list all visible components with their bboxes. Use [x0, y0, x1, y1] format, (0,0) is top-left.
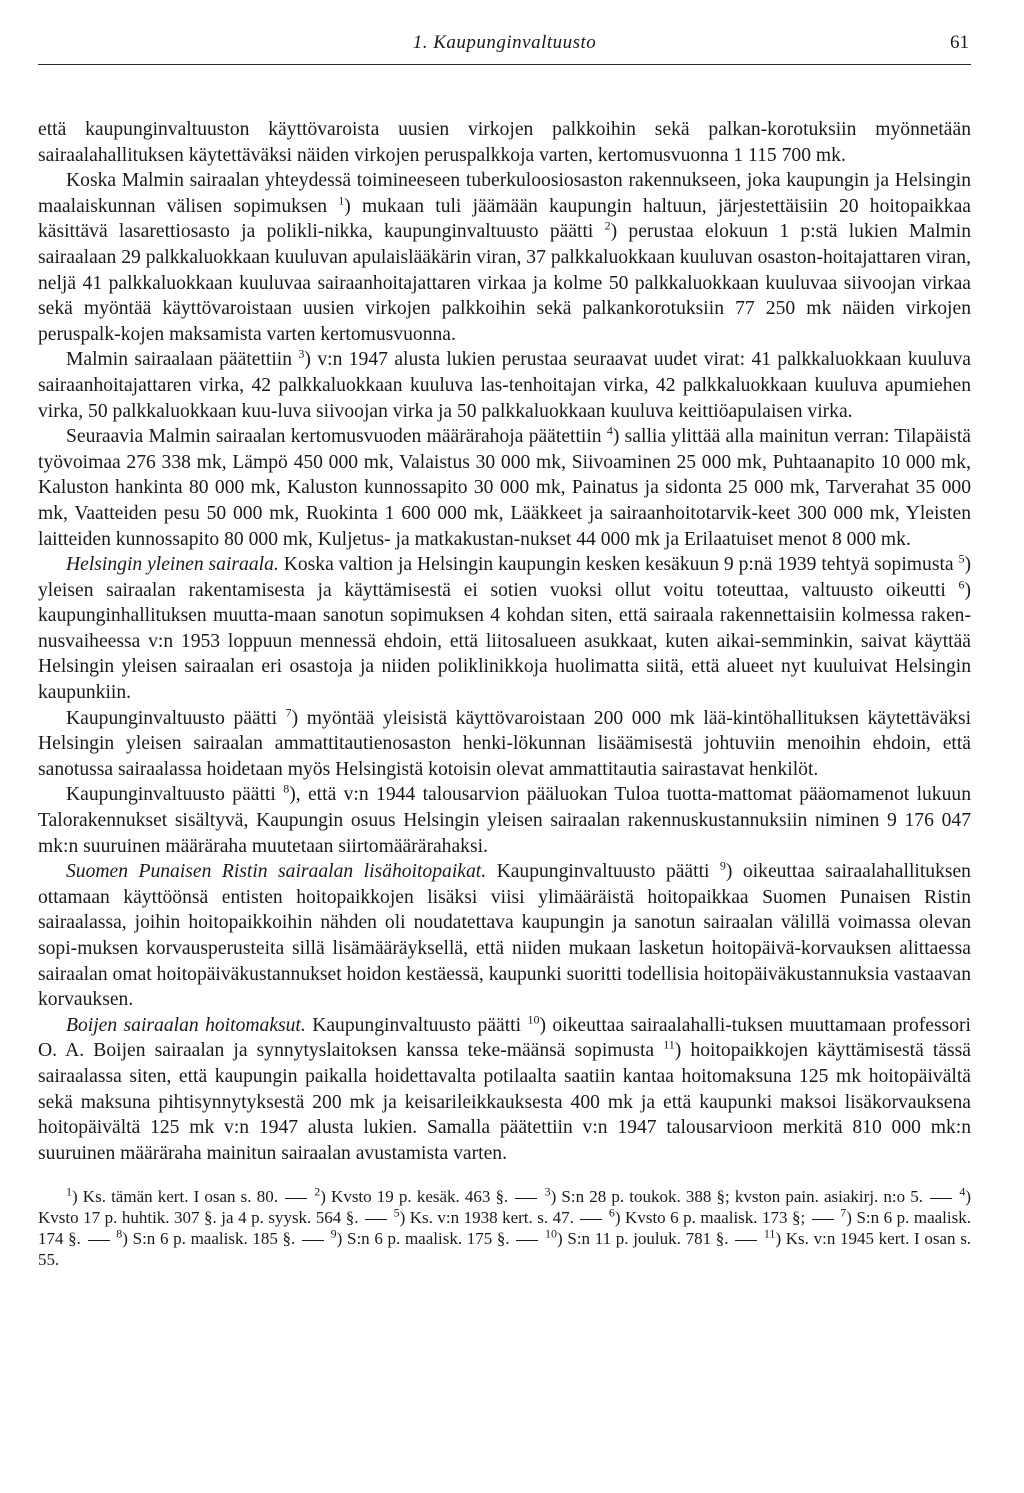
- running-header: [38, 30, 971, 65]
- running-title: 1. Kaupunginvaltuusto: [412, 32, 597, 53]
- footnote-ref: 3: [298, 346, 305, 361]
- footnote-ref: 10: [545, 1226, 558, 1241]
- paragraph: [38, 117, 971, 168]
- text-run: Koska valtion ja Helsingin kaupungin kesken kesäkuun 9 p:nä 1939 tehtyä sopimusta: [278, 554, 959, 576]
- footnote-ref: 10: [527, 1012, 540, 1027]
- footnote-ref: 8: [116, 1226, 123, 1241]
- footnote-dash: [516, 1240, 538, 1241]
- footnote-ref: 5: [958, 551, 965, 566]
- footnote-dash: [88, 1240, 110, 1241]
- footnote-dash: [302, 1240, 324, 1241]
- footnote-ref: 5: [393, 1205, 400, 1220]
- text-run: Kaupunginvaltuusto päätti: [66, 784, 284, 806]
- footnote-text: [38, 1186, 971, 1270]
- footnote-ref: 7: [840, 1205, 847, 1220]
- text-run: ) Kvsto 19 p. kesäk. 463 §.: [320, 1187, 514, 1207]
- text-run: ) v:n 1947 alusta lukien perustaa seuraavat uudet virat: 41 palkkaluokkaan kuuluva sairaanhoitajattaren virka, 42 palkkaluokkaan kuuluva las-tenhoitajan virka, 42 palkkaluokkaan kuuluva apumiehen virka, 50 palkkaluokkaan kuu-luva siivoojan virka ja 50 palkkaluokkaan kuuluva keittiöapulaisen virka.: [38, 349, 971, 422]
- text-run: ), että v:n 1944 talousarvion pääluokan Tuloa tuotta-mattomat pääomamenot lukuun Talorakennukset sisältyvä, Kaupungin osuus Helsingin yleisen sairaalan rakennuskustannuksiin niminen 9 176 047 mk:n suuruinen määräraha muutetaan siirtomäärärahaksi.: [38, 784, 971, 857]
- text-run: Kaupunginvaltuusto päätti: [486, 861, 720, 883]
- text-run: ) perustaa elokuun 1 p:stä lukien Malmin sairaalaan 29 palkkaluokkaan kuuluvan apulaislääkärin viran, 37 palkkaluokkaan kuuluvan osaston-hoitajattaren viran, neljä 41 palkkaluokkaan kuuluvaa sairaanhoitajattaren virkaa ja kolme 50 palkkaluokkaan kuuluvaa siivoojan virkaa sekä myöntää käyttövaroistaan uusien virkojen palkkoihin sekä palkankorotuksiin 77 250 mk näiden virkojen peruspalk-kojen maksamista varten kertomusvuonna.: [38, 221, 972, 345]
- footnote-dash: [285, 1198, 307, 1199]
- footnote-ref: 4: [606, 423, 613, 438]
- paragraph: [38, 168, 971, 347]
- text-run: ) sallia ylittää alla mainitun verran: Tilapäistä työvoimaa 276 338 mk, Lämpö 450 000 mk, Valaistus 30 000 mk, Siivoaminen 25 000 mk, Puhtaanapito 10 000 mk, Kaluston hankinta 80 000 mk, Kaluston kunnossapito 30 000 mk, Painatus ja sidonta 25 000 mk, Tarverahat 35 000 mk, Vaatteiden pesu 50 000 mk, Ruokinta 1 600 000 mk, Lääkkeet ja sairaanhoitotarvik-keet 300 000 mk, Yleisten laitteiden kunnossapito 80 000 mk, Kuljetus- ja matkakustan-nukset 44 000 mk ja Erilaatuiset menot 8 000 mk.: [38, 426, 971, 550]
- footnote-dash: [580, 1219, 602, 1220]
- footnote-ref: 9: [330, 1226, 337, 1241]
- text-run: ) Kvsto 6 p. maalisk. 173 §;: [614, 1208, 810, 1228]
- footnote-ref: 6: [958, 577, 965, 592]
- footnote-dash: [365, 1219, 387, 1220]
- footnote-ref: 7: [285, 705, 292, 720]
- footnote-ref: 9: [719, 858, 726, 873]
- paragraph: [38, 1013, 971, 1167]
- footnote-ref: 1: [66, 1184, 72, 1199]
- text-run: ) S:n 6 p. maalisk. 185 §.: [122, 1229, 300, 1249]
- footnote-dash: [812, 1219, 834, 1220]
- paragraph: [38, 706, 971, 783]
- text-run: Kaupunginvaltuusto päätti: [305, 1014, 528, 1036]
- footnotes: [38, 1186, 971, 1270]
- footnote-ref: 11: [663, 1037, 675, 1052]
- text-run: ) yleisen sairaalan rakentamisesta ja käyttämisestä ei sotien vuoksi ollut voitu toteuttaa, valtuusto oikeutti: [38, 554, 972, 601]
- footnote-ref: 1: [338, 193, 345, 208]
- section-heading: Helsingin yleinen sairaala.: [66, 554, 279, 576]
- text-run: että kaupunginvaltuuston käyttövaroista uusien virkojen palkkoihin sekä palkan-korotuksiin myönnetään sairaalahallituksen käytettäväksi näiden virkojen peruspalkkoja varten, kertomusvuonna 1 115 700 mk.: [38, 119, 971, 166]
- footnote-dash: [930, 1198, 952, 1199]
- paragraph: [38, 347, 971, 424]
- text-run: ) kaupunginhallituksen muutta-maan sanotun sopimuksen 4 kohdan siten, että sairaala rakennettaisiin kolmessa raken-nusvaiheessa v:n 1953 loppuun mennessä ehdoin, että liitosalueen asukkaat, kuten aikai-semminkin, saivat käyttää Helsingin yleisen sairaalan eri osastoja ja niiden poliklinikkoja huolimatta siitä, että alueet nyt kuuluivat Helsingin kaupunkiin.: [38, 579, 971, 704]
- body-text: [38, 117, 971, 1166]
- text-run: ) S:n 6 p. maalisk. 175 §.: [336, 1229, 515, 1249]
- text-run: Koska Malmin sairaalan yhteydessä toimineeseen tuberkuloosiosaston rakennukseen, joka kaupungin ja Helsingin maalaiskunnan välisen sopimuksen: [38, 170, 971, 217]
- paragraph: [38, 859, 971, 1013]
- text-run: ) mukaan tuli jäämään kaupungin haltuun, järjestettäisiin 20 hoitopaikkaa käsittävä lasarettiosasto ja polikli-nikka, kaupunginvaltuusto päätti: [38, 195, 971, 243]
- text-run: ) S:n 6 p. maalisk. 174 §.: [38, 1208, 971, 1249]
- footnote-ref: 2: [314, 1184, 321, 1199]
- text-run: ) oikeuttaa sairaalahalli-tuksen muuttamaan professori O. A. Boijen sairaalan ja synnytyslaitoksen kanssa teke-määnsä sopimusta: [38, 1014, 971, 1062]
- footnote-ref: 2: [604, 218, 611, 233]
- footnote-dash: [735, 1240, 757, 1241]
- paragraph: [38, 424, 971, 552]
- section-heading: Boijen sairaalan hoitomaksut.: [66, 1014, 306, 1036]
- text-run: ) Ks. tämän kert. I osan s. 80.: [72, 1187, 284, 1207]
- footnote-ref: 3: [544, 1184, 551, 1199]
- text-run: Malmin sairaalaan päätettiin: [66, 349, 299, 371]
- page-number: 61: [950, 32, 969, 53]
- paragraph: [38, 782, 971, 859]
- text-run: ) oikeuttaa sairaalahallituksen ottamaan käyttöönsä entisten hoitopaikkojen lisäksi viisi ylimääräistä hoitopaikkaa Suomen Punaisen Ristin sairaalassa, joihin hoitopaikkoihin nähden oli noudatettava kaupungin ja sanotun sairaalan välillä voimassa olevan sopi-muksen korvausperusteita sillä lisämääräyksellä, että niiden mukaan lasketun hoitopäivä-korvauksen alittaessa sairaalan omat hoitopäiväkustannukset hoidon kestäessä, kaupunki suoritti todellisia hoitopäiväkustannuksia vastaavan korvauksen.: [38, 861, 971, 1011]
- text-run: ) myöntää yleisistä käyttövaroistaan 200 000 mk lää-kintöhallituksen käytettäväksi Helsingin yleisen sairaalan ammattitautienosaston henki-lökunnan lisäämisestä johtuviin menoihin ehdoin, että sanotussa sairaalassa hoidetaan myös Helsingistä kotoisin olevat ammattitautia sairastavat henkilöt.: [38, 707, 972, 780]
- text-run: ) S:n 28 p. toukok. 388 §; kvston pain. asiakirj. n:o 5.: [550, 1187, 929, 1207]
- footnote-dash: [515, 1198, 537, 1199]
- footnote-ref: 8: [283, 781, 290, 796]
- text-run: Seuraavia Malmin sairaalan kertomusvuoden määrärahoja päätettiin: [66, 426, 607, 448]
- text-run: ) Ks. v:n 1938 kert. s. 47.: [399, 1208, 579, 1228]
- footnote-ref: 6: [608, 1205, 615, 1220]
- section-heading: Suomen Punaisen Ristin sairaalan lisähoitopaikat.: [66, 861, 487, 883]
- text-run: ) Ks. v:n 1945 kert. I osan s. 55.: [38, 1229, 972, 1270]
- footnote-ref: 11: [763, 1226, 776, 1241]
- text-run: Kaupunginvaltuusto päätti: [66, 707, 286, 729]
- text-run: ) S:n 11 p. jouluk. 781 §.: [557, 1229, 734, 1249]
- paragraph: [38, 552, 971, 706]
- text-run: ) Kvsto 17 p. huhtik. 307 §. ja 4 p. syysk. 564 §.: [38, 1187, 971, 1228]
- text-run: ) hoitopaikkojen käyttämisestä tässä sairaalassa siten, että kaupungin paikalla hoidettavalta potilaalta saatiin kantaa hoitomaksuna 125 mk hoitopäivältä sekä maksuna pihtisynnytyksestä 200 mk ja keisarileikkauksesta 400 mk ja että kaupunki maksoi lisäkorvauksena hoitopäivältä 125 mk v:n 1947 alusta lukien. Samalla päätettiin v:n 1947 talousarvioon merkitä 810 000 mk:n suuruinen määräraha mainitun sairaalan avustamista varten.: [38, 1040, 971, 1164]
- footnote-ref: 4: [959, 1184, 966, 1199]
